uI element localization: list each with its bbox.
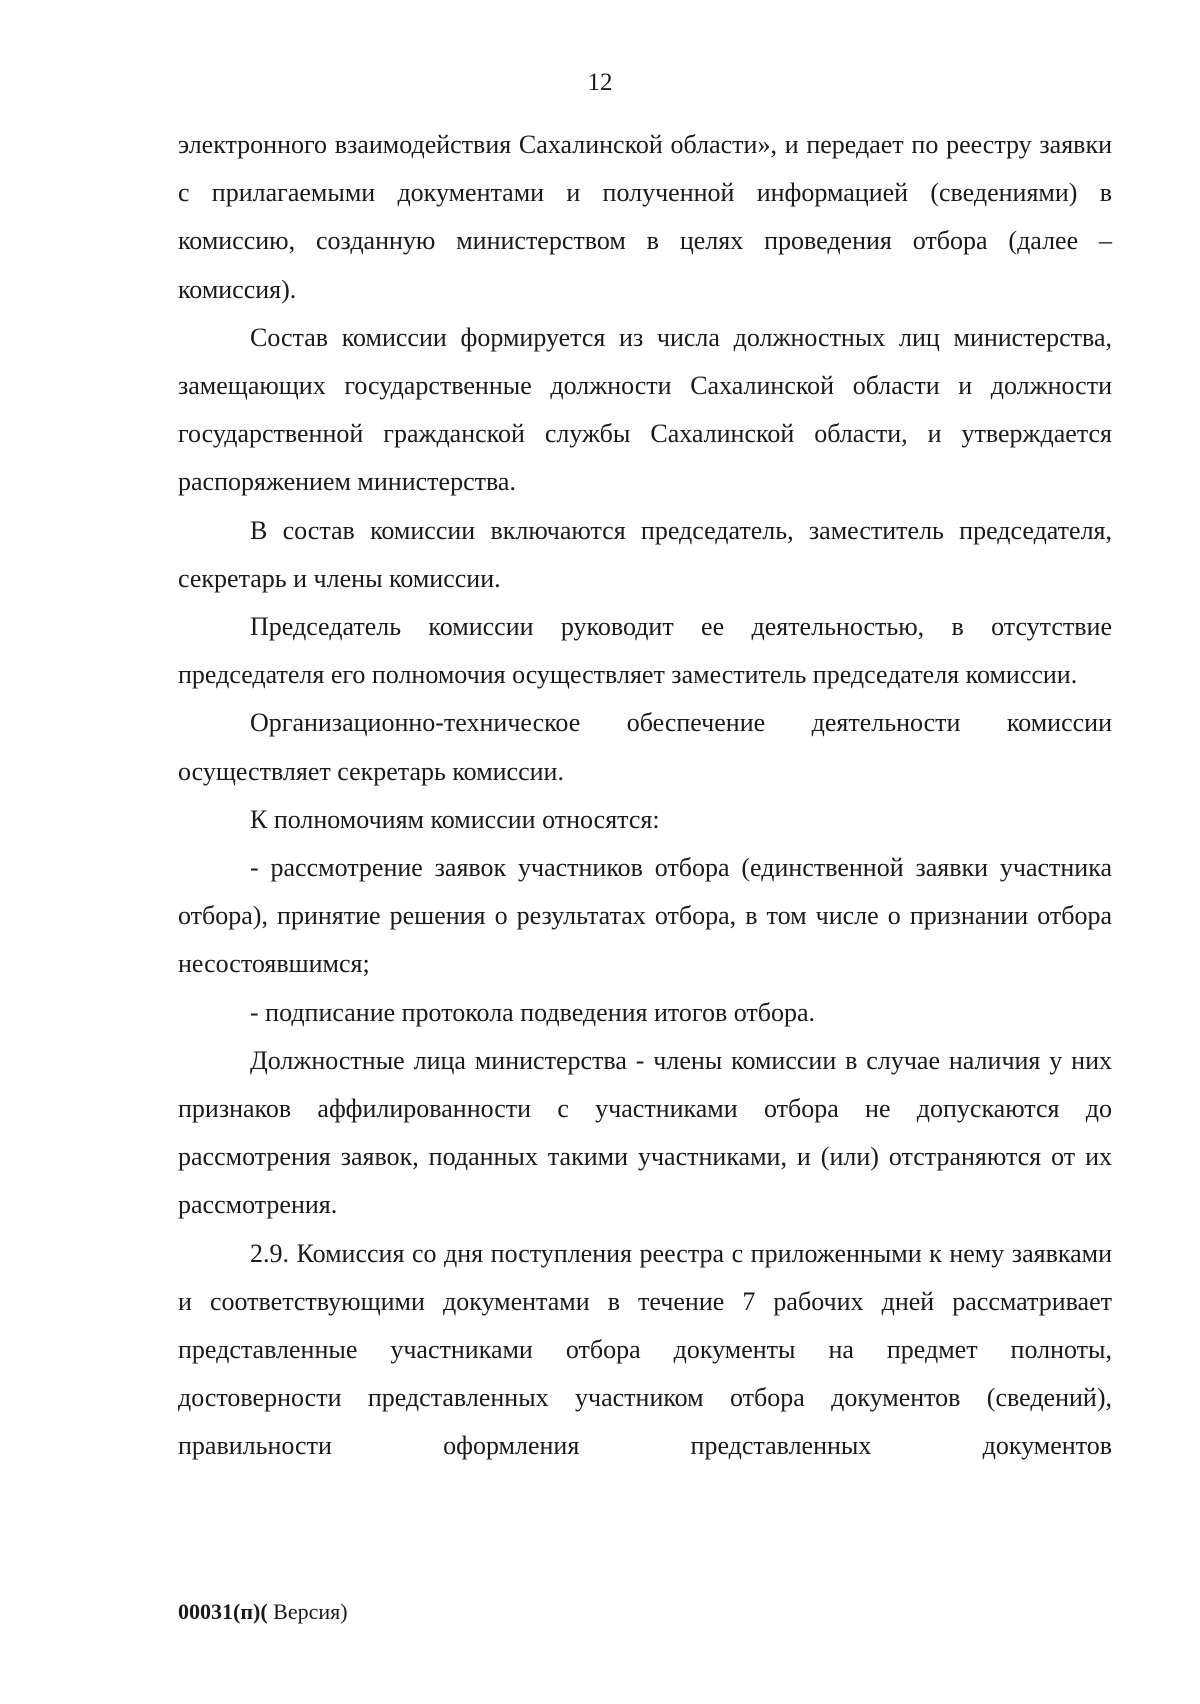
paragraph-2: Состав комиссии формируется из числа должностных лиц министерства, замещающих государственные должности Сахалинской области и должности государственной гражданской службы Сахалинской области, и утверждается распоряжением министерства. [178, 322, 1112, 497]
document-body [178, 121, 1112, 1471]
footer-version: Версия) [267, 1599, 348, 1624]
paragraph-10: 2.9. Комиссия со дня поступления реестра с приложенными к нему заявками и соответствующими документами в течение 7 рабочих дней рассматривает представленные участниками отбора документы на предмет полноты, достоверности представленных участником отбора документов (сведений), правильности оформления представленных документов [178, 1238, 1112, 1461]
footer-code: 00031(п)( [178, 1599, 268, 1624]
paragraph-3: В состав комиссии включаются председатель, заместитель председателя, секретарь и члены комиссии. [178, 515, 1112, 593]
paragraph-8: - подписание протокола подведения итогов отбора. [250, 997, 816, 1027]
paragraph-1: электронного взаимодействия Сахалинской области», и передает по реестру заявки с прилагаемыми документами и полученной информацией (сведениями) в комиссию, созданную министерством в целях проведения отбора (далее – комиссия). [178, 130, 1112, 304]
paragraph-4: Председатель комиссии руководит ее деятельностью, в отсутствие председателя его полномочия осуществляет заместитель председателя комиссии. [178, 612, 1112, 690]
paragraph-9: Должностные лица министерства - члены комиссии в случае наличия у них признаков аффилированности с участниками отбора не допускаются до рассмотрения заявок, поданных такими участниками, и (или) отстраняются от их рассмотрения. [178, 1045, 1112, 1220]
footer-document-code [178, 1598, 348, 1626]
page-number: 12 [587, 69, 613, 96]
paragraph-6: К полномочиям комиссии относятся: [250, 804, 660, 834]
paragraph-5: Организационно-техническое обеспечение деятельности комиссии осуществляет секретарь комиссии. [178, 708, 1112, 786]
paragraph-7: - рассмотрение заявок участников отбора (единственной заявки участника отбора), принятие решения о результатах отбора, в том числе о признании отбора несостоявшимся; [178, 853, 1112, 979]
